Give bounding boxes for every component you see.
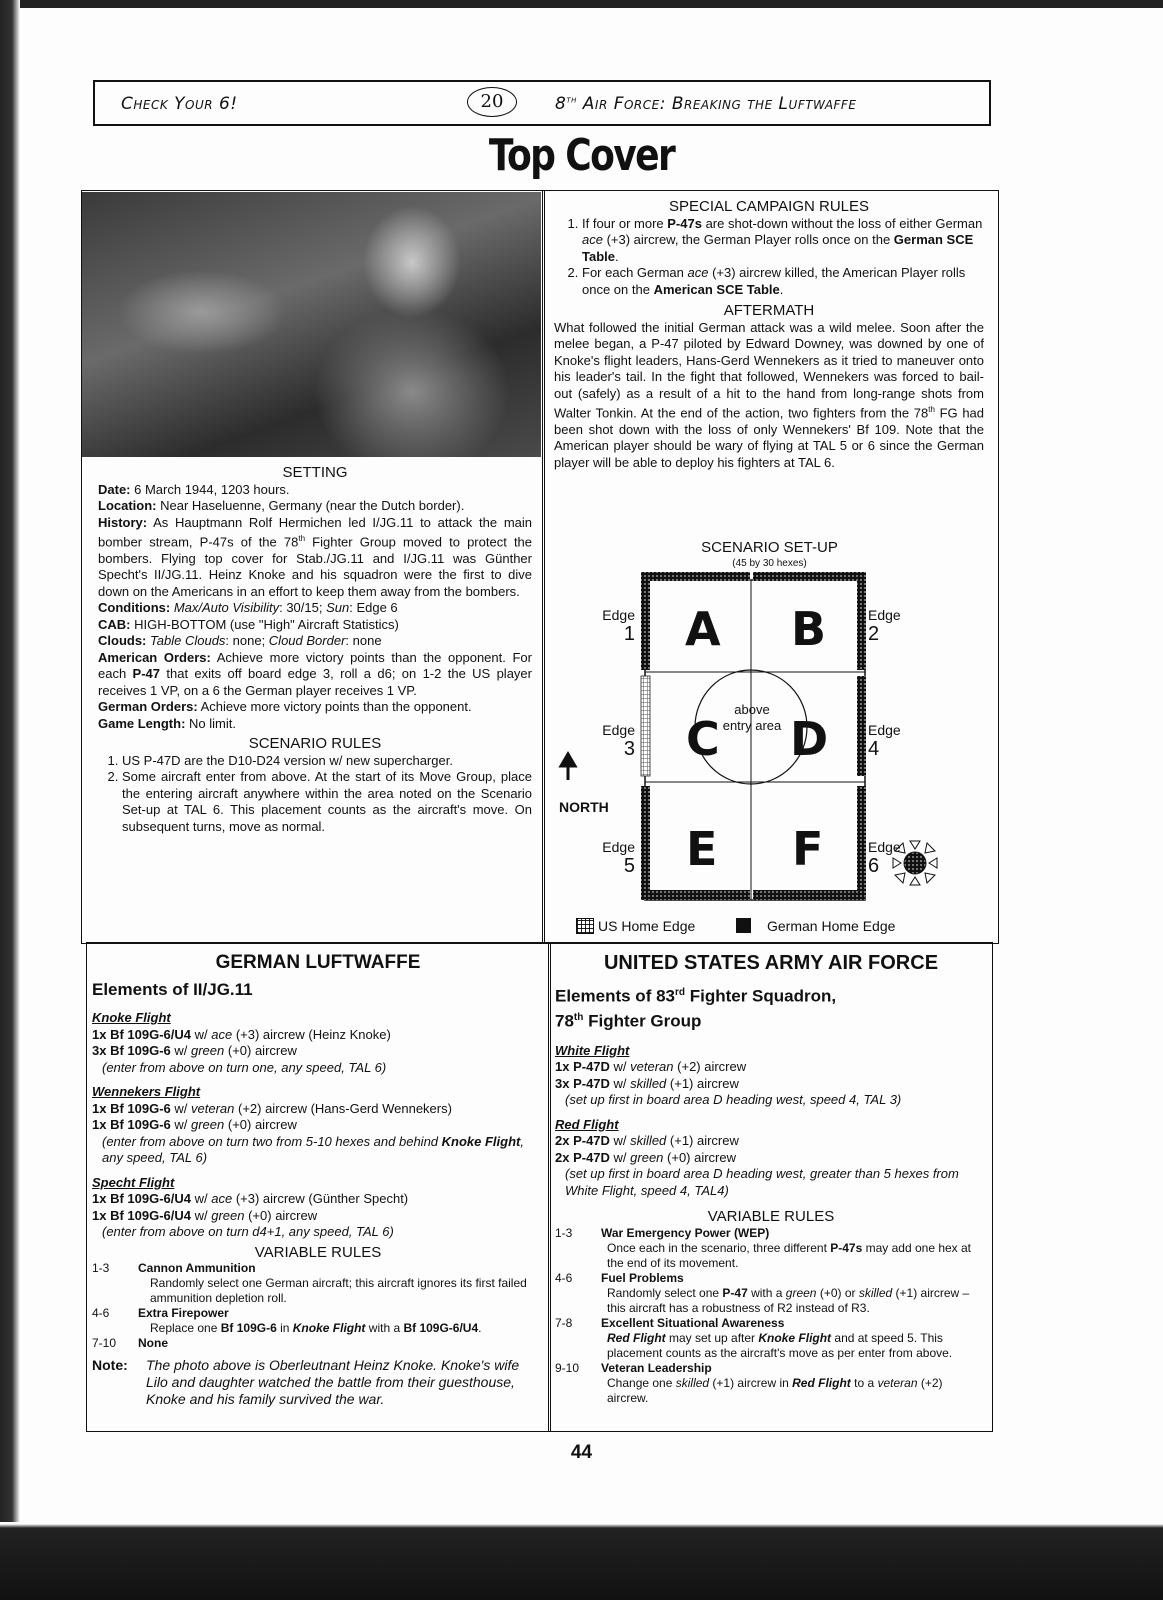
- german-home-edge: [753, 890, 865, 900]
- wennekers-flight-line: 1x Bf 109G-6 w/ green (+0) aircrew: [92, 1117, 297, 1132]
- header-left-title: Check Your 6!: [121, 94, 238, 114]
- scenario-rules-list: [98, 753, 532, 836]
- scan-border-top: [0, 0, 1163, 8]
- north-label: NORTH: [559, 799, 609, 815]
- usaaf-variable-rule: 4-6 Fuel Problems Randomly select one P-47 with a green (+0) or skilled (+1) aircrew – this aircraft has a robustness of R2 instead of R3.: [555, 1270, 970, 1315]
- white-flight-setup: (set up first in board area D heading west, speed 4, TAL 3): [565, 1092, 902, 1108]
- german-home-edge-2: [857, 572, 866, 670]
- wennekers-flight-entry: (enter from above on turn two from 5-10 hexes and behind Knoke Flight, any speed, TAL 6): [102, 1133, 524, 1165]
- page-number: 44: [570, 1442, 593, 1463]
- zone-b-label: B: [791, 602, 827, 656]
- aftermath-heading: AFTERMATH: [723, 302, 815, 319]
- wennekers-flight-line: 1x Bf 109G-6 w/ veteran (+2) aircrew (Hans-Gerd Wennekers): [92, 1100, 452, 1116]
- red-flight-line: 2x P-47D w/ green (+0) aircrew: [555, 1149, 737, 1165]
- red-flight-setup: (set up first in board area D heading west, greater than 5 hexes from White Flight, speed 4, TAL4): [565, 1166, 959, 1198]
- german-home-edge: [753, 572, 865, 581]
- setting-clouds: Clouds: Table Clouds: none; Cloud Border: none: [98, 633, 382, 649]
- aftermath-text: What followed the initial German attack was a wild melee. Soon after the melee began, a P-47 piloted by Edward Downey, was downed by one of Knoke's flight leaders, Hans-Gerd Wennekers as it tried to maneuver onto his leader's tail. In the fight that followed, Wennekers was forced to bail-out (safely) as a result of a hit to the hand from long-range shots from Walter Tonkin. At the end of the action, two fighters from the 78th FG had been shot down with the loss of only Wennekers' Bf 109. Note that the American player should be wary of flying at TAL 5 or 6 since the German player will be able to deploy his fighters at TAL 6.: [554, 319, 985, 470]
- edge-2-label: Edge 2: [868, 607, 901, 645]
- german-variable-rule: 4-6 Extra Firepower Replace one Bf 109G-6 in Knoke Flight with a Bf 109G-6/U4.: [92, 1306, 482, 1335]
- white-flight-line: 1x P-47D w/ veteran (+2) aircrew: [555, 1059, 747, 1075]
- setting-date: Date: 6 March 1944, 1203 hours.: [98, 481, 290, 497]
- special-rule: 1. If four or more P-47s are shot-down without the loss of either German ace (+3) aircrew, the German Player rolls once on the German SCE Table.: [582, 216, 984, 266]
- setting-section: [98, 465, 532, 835]
- edge-1-label: Edge 1: [602, 607, 635, 645]
- legend-german-home-edge: German Home Edge: [767, 918, 896, 934]
- german-home-edge: [641, 890, 750, 900]
- german-elements: Elements of II/JG.11: [92, 979, 253, 999]
- scenario-rules-heading: SCENARIO RULES: [248, 735, 382, 753]
- us-home-edge-swatch: [576, 918, 594, 934]
- setting-location: Location: Near Haseluenne, Germany (near the Dutch border).: [98, 498, 465, 513]
- setting-game-length: Game Length: No limit.: [98, 715, 236, 731]
- scenario-rule: 1. US P-47D are the D10-D24 version w/ new supercharger.: [122, 753, 532, 770]
- setting-history: History: As Hauptmann Rolf Hermichen led I/JG.11 to attack the main bomber stream, P-47s of the 78th Fighter Group moved to protect the bombers. Flying top cover for Stab./JG.11 and I/JG.11 was Günther Specht's II/JG.11. Heinz Knoke and his squadron were the first to dive down on the Americans in an effort to keep them away from the bombers.: [98, 514, 533, 599]
- usaaf-variable-rule: 1-3 War Emergency Power (WEP) Once each in the scenario, three different P-47s may add one hex at the end of its movement.: [555, 1225, 972, 1270]
- edge-6-label: Edge 6: [868, 839, 901, 877]
- us-home-edge-3: [641, 676, 650, 776]
- white-flight-heading: White Flight: [555, 1042, 630, 1058]
- knoke-flight-entry: (enter from above on turn one, any speed, TAL 6): [102, 1059, 387, 1075]
- usaaf-heading: UNITED STATES ARMY AIR FORCE: [603, 952, 939, 974]
- setting-conditions: Conditions: Max/Auto Visibility: 30/15; Sun: Edge 6: [98, 600, 398, 616]
- usaaf-variable-rules-heading: VARIABLE RULES: [707, 1208, 835, 1226]
- german-variable-rule: 7-10 None: [92, 1336, 168, 1350]
- german-variable-rules-heading: VARIABLE RULES: [254, 1243, 382, 1261]
- board-outline: [645, 580, 865, 900]
- usaaf-section: [555, 952, 987, 1406]
- setup-size: (45 by 30 hexes): [732, 558, 807, 569]
- zone-f-label: F: [792, 822, 824, 876]
- photo-note: Note: The photo above is Oberleutnant Heinz Knoke. Knoke's wife Lilo and daughter watched the battle from their guesthouse, Knoke and his family survived the war.: [92, 1357, 520, 1407]
- knoke-flight-heading: Knoke Flight: [92, 1010, 171, 1025]
- knoke-flight-line: 3x Bf 109G-6 w/ green (+0) aircrew: [92, 1043, 297, 1058]
- usaaf-variable-rule: 9-10 Veteran Leadership Change one skilled (+1) aircrew in Red Flight to a veteran (+2) aircrew.: [555, 1360, 943, 1405]
- german-variable-rule: 1-3 Cannon Ammunition Randomly select one German aircraft; this aircraft ignores its first failed ammunition depletion roll.: [92, 1261, 527, 1305]
- scan-border-bottom: [0, 1522, 1163, 1600]
- above-entry-label: above entry area: [722, 702, 782, 733]
- edge-4-label: Edge 4: [868, 722, 901, 760]
- wennekers-flight-heading: Wennekers Flight: [92, 1084, 201, 1099]
- german-section: [92, 952, 544, 1408]
- setup-heading: SCENARIO SET-UP: [701, 539, 838, 556]
- scan-border-left: [0, 0, 20, 1600]
- zone-c-label: C: [686, 712, 720, 766]
- setting-cab: CAB: HIGH-BOTTOM (use "High" Aircraft Statistics): [98, 616, 399, 632]
- usaaf-elements: Elements of 83rd Fighter Squadron, 78th Fighter Group: [555, 986, 837, 1031]
- german-home-edge-1: [641, 572, 650, 670]
- specht-flight-heading: Specht Flight: [92, 1174, 175, 1190]
- german-heading: GERMAN LUFTWAFFE: [215, 952, 421, 973]
- zone-a-label: A: [685, 602, 721, 656]
- special-section: [554, 199, 984, 471]
- special-rules-list: [554, 216, 984, 299]
- legend-us-home-edge: US Home Edge: [598, 918, 696, 934]
- photo-heinz-knoke: [82, 192, 541, 457]
- german-home-edge-4: [857, 676, 866, 776]
- usaaf-variable-rule: 7-8 Excellent Situational Awareness Red Flight may set up after Knoke Flight and at speed 5. This placement counts as the aircraft's move as per enter from above.: [555, 1315, 953, 1360]
- special-rule: 2. For each German ace (+3) aircrew killed, the American Player rolls once on the American SCE Table.: [582, 265, 984, 298]
- special-heading: SPECIAL CAMPAIGN RULES: [668, 198, 870, 215]
- scenario-number: 20: [467, 87, 517, 117]
- scenario-rule: 2. Some aircraft enter from above. At the start of its Move Group, place the entering aircraft anywhere within the area noted on the Scenario Set-up at TAL 6. This placement counts as the aircraft's move. On subsequent turns, move as normal.: [122, 769, 532, 835]
- german-home-edge: [641, 572, 750, 581]
- setting-german-orders: German Orders: Achieve more victory points than the opponent.: [98, 699, 472, 715]
- red-flight-line: 2x P-47D w/ skilled (+1) aircrew: [555, 1133, 739, 1149]
- white-flight-line: 3x P-47D w/ skilled (+1) aircrew: [555, 1075, 739, 1091]
- german-home-edge-6: [857, 786, 866, 896]
- knoke-flight-line: 1x Bf 109G-6/U4 w/ ace (+3) aircrew (Heinz Knoke): [92, 1026, 391, 1042]
- german-home-edge-5: [641, 786, 650, 896]
- header-right-title: 8th Air Force: Breaking the Luftwaffe: [555, 94, 857, 114]
- red-flight-heading: Red Flight: [555, 1116, 619, 1132]
- page-header: [93, 80, 991, 126]
- specht-flight-line: 1x Bf 109G-6/U4 w/ green (+0) aircrew: [92, 1207, 318, 1223]
- edge-3-label: Edge 3: [602, 722, 635, 760]
- edge-5-label: Edge 5: [602, 839, 635, 877]
- setting-american-orders: American Orders: Achieve more victory points than the opponent. For each P-47 that exits off board edge 3, roll a d6; on 1-2 the US player receives 1 VP, on a 6 the German player receives 1 VP.: [98, 649, 532, 698]
- specht-flight-entry: (enter from above on turn d4+1, any speed, TAL 6): [102, 1224, 394, 1239]
- zone-d-label: D: [790, 712, 829, 766]
- specht-flight-line: 1x Bf 109G-6/U4 w/ ace (+3) aircrew (Günther Specht): [92, 1191, 409, 1206]
- zone-e-label: E: [686, 822, 718, 876]
- north-arrow-icon: [561, 754, 575, 780]
- page-title: Top Cover: [488, 130, 675, 181]
- setting-heading: SETTING: [282, 464, 348, 481]
- german-home-edge-swatch: [736, 918, 751, 933]
